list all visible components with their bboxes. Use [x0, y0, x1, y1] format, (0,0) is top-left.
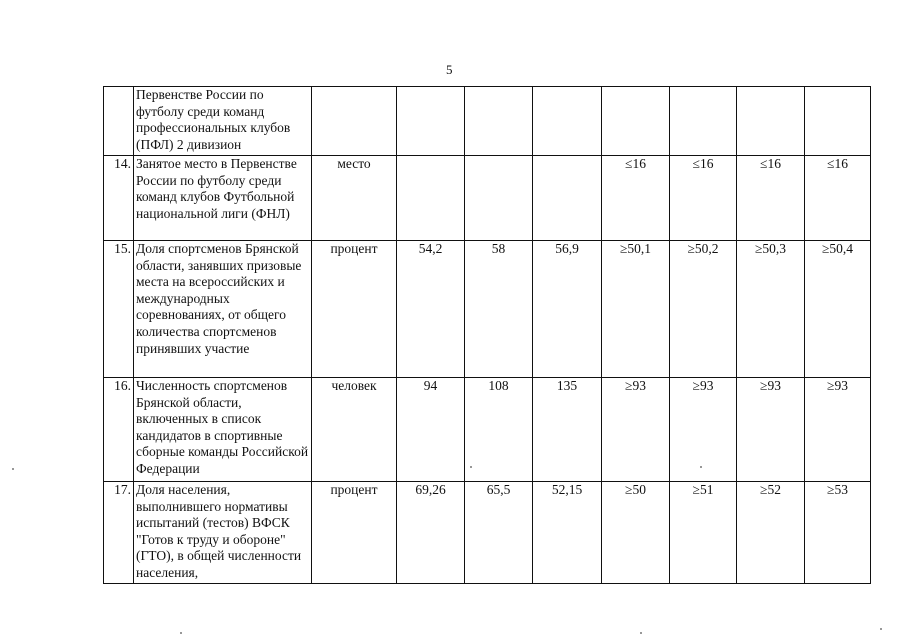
- row-number: [104, 87, 134, 156]
- table-row: [104, 87, 871, 156]
- table-row: [104, 241, 871, 378]
- row-number: 15.: [104, 241, 134, 378]
- value-cell: [397, 156, 465, 241]
- value-cell: 65,5: [465, 482, 533, 584]
- value-cell: ≥50,2: [670, 241, 737, 378]
- value-cell: ≥50,4: [805, 241, 871, 378]
- row-number: 17.: [104, 482, 134, 584]
- value-cell: 94: [397, 378, 465, 482]
- value-cell: ≥93: [737, 378, 805, 482]
- value-cell: [602, 87, 670, 156]
- scan-speck: [700, 466, 702, 468]
- value-cell: ≥50,3: [737, 241, 805, 378]
- scan-speck: [180, 632, 182, 634]
- value-cell: ≥50,1: [602, 241, 670, 378]
- page-number: 5: [446, 62, 453, 77]
- value-cell: [533, 87, 602, 156]
- value-cell: [670, 87, 737, 156]
- value-cell: [737, 87, 805, 156]
- value-cell: 52,15: [533, 482, 602, 584]
- value-cell: ≥52: [737, 482, 805, 584]
- value-cell: ≥51: [670, 482, 737, 584]
- value-cell: [465, 87, 533, 156]
- table-row: [104, 378, 871, 482]
- scan-speck: [880, 628, 882, 630]
- indicator-name: Доля спортсменов Брянской области, занявших призовые места на всероссийских и международных соревнованиях, от общего количества спортсменов принявших участие: [134, 241, 312, 378]
- value-cell: ≥93: [670, 378, 737, 482]
- value-cell: [533, 156, 602, 241]
- table-row: [104, 482, 871, 584]
- table-row: [104, 156, 871, 241]
- value-cell: 135: [533, 378, 602, 482]
- value-cell: 69,26: [397, 482, 465, 584]
- value-cell: ≥93: [602, 378, 670, 482]
- unit: [312, 87, 397, 156]
- unit: процент: [312, 241, 397, 378]
- value-cell: 56,9: [533, 241, 602, 378]
- row-number: 16.: [104, 378, 134, 482]
- scan-speck: [12, 468, 14, 470]
- value-cell: ≤16: [602, 156, 670, 241]
- unit: человек: [312, 378, 397, 482]
- indicator-name: Занятое место в Первенстве России по футболу среди команд клубов Футбольной национальной лиги (ФНЛ): [134, 156, 312, 241]
- value-cell: ≤16: [670, 156, 737, 241]
- value-cell: 58: [465, 241, 533, 378]
- value-cell: [805, 87, 871, 156]
- scan-speck: [640, 632, 642, 634]
- unit: процент: [312, 482, 397, 584]
- indicator-name: Первенстве России по футболу среди команд профессиональных клубов (ПФЛ) 2 дивизион: [134, 87, 312, 156]
- scan-speck: [470, 466, 472, 468]
- indicator-name: Численность спортсменов Брянской области, включенных в список кандидатов в спортивные сборные команды Российской Федерации: [134, 378, 312, 482]
- indicators-table: [103, 86, 871, 584]
- value-cell: [465, 156, 533, 241]
- value-cell: ≥53: [805, 482, 871, 584]
- value-cell: ≥93: [805, 378, 871, 482]
- value-cell: 108: [465, 378, 533, 482]
- indicator-name: Доля населения, выполнившего нормативы испытаний (тестов) ВФСК "Готов к труду и обороне" (ГТО), в общей численности населения,: [134, 482, 312, 584]
- value-cell: ≤16: [805, 156, 871, 241]
- value-cell: ≥50: [602, 482, 670, 584]
- value-cell: [397, 87, 465, 156]
- value-cell: 54,2: [397, 241, 465, 378]
- row-number: 14.: [104, 156, 134, 241]
- value-cell: ≤16: [737, 156, 805, 241]
- unit: место: [312, 156, 397, 241]
